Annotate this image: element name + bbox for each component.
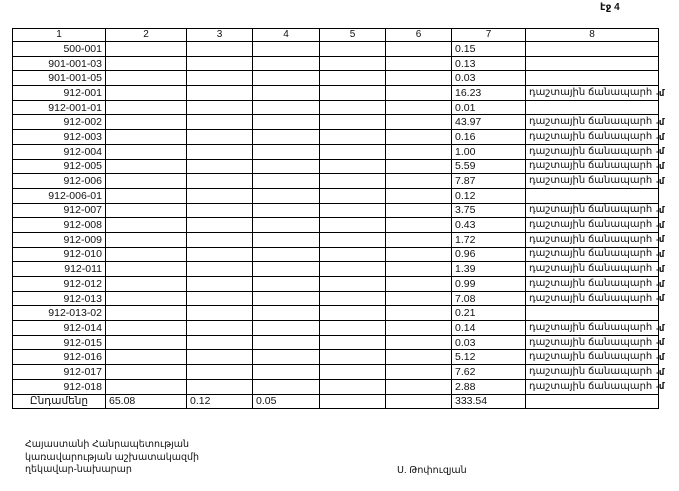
cell-col3	[187, 71, 253, 86]
cell-col2	[106, 130, 187, 145]
cell-col5	[320, 144, 386, 159]
cell-col3	[187, 86, 253, 101]
cell-col6	[386, 56, 452, 71]
cell-col4	[253, 86, 320, 101]
row-margin-mark: -մ	[656, 263, 665, 274]
cell-col5	[320, 71, 386, 86]
cell-col3	[187, 130, 253, 145]
totals-col7: 333.54	[452, 394, 526, 409]
cell-col2	[106, 203, 187, 218]
cell-col4	[253, 130, 320, 145]
cell-land-type: դաշտային ճանապարհ	[526, 277, 659, 292]
cell-land-type: դաշտային ճանապարհ	[526, 365, 659, 380]
cell-land-type: դաշտային ճանապարհ	[526, 144, 659, 159]
cell-land-type	[526, 188, 659, 203]
cell-col6	[386, 247, 452, 262]
row-code: 912-006	[13, 174, 106, 189]
cell-land-type	[526, 306, 659, 321]
row-code: 912-002	[13, 115, 106, 130]
cell-col5	[320, 291, 386, 306]
signature-line-1: Հայաստանի Հանրապետության	[25, 439, 189, 450]
cell-col6	[386, 188, 452, 203]
cell-col6	[386, 218, 452, 233]
row-margin-mark: -մ	[656, 116, 665, 127]
cell-col5	[320, 174, 386, 189]
cell-col6	[386, 262, 452, 277]
cell-land-type: դաշտային ճանապարհ	[526, 247, 659, 262]
row-code: 912-009	[13, 232, 106, 247]
signature-name: Ս. Թոփուզյան	[397, 465, 467, 476]
cell-col3	[187, 159, 253, 174]
cell-land-type: դաշտային ճանապարհ	[526, 174, 659, 189]
row-margin-mark: -մ	[656, 205, 665, 216]
cell-area: 5.12	[452, 350, 526, 365]
cell-land-type: դաշտային ճանապարհ	[526, 218, 659, 233]
cell-col4	[253, 291, 320, 306]
row-code: 912-018	[13, 379, 106, 394]
cell-col4	[253, 365, 320, 380]
cell-col3	[187, 291, 253, 306]
cell-area: 0.12	[452, 188, 526, 203]
row-margin-mark: -մ	[656, 87, 665, 98]
table-row	[13, 71, 659, 86]
cell-col3	[187, 247, 253, 262]
row-code: 912-014	[13, 321, 106, 336]
table-row	[13, 203, 659, 218]
cell-col6	[386, 71, 452, 86]
table-row	[13, 262, 659, 277]
cell-col6	[386, 174, 452, 189]
table-row	[13, 188, 659, 203]
cell-col6	[386, 159, 452, 174]
cell-col4	[253, 247, 320, 262]
table-row	[13, 232, 659, 247]
table-row	[13, 379, 659, 394]
header-cell: 3	[187, 29, 253, 42]
cell-col2	[106, 379, 187, 394]
cell-col2	[106, 56, 187, 71]
cell-land-type: դաշտային ճանապարհ	[526, 335, 659, 350]
cell-col5	[320, 56, 386, 71]
cell-area: 0.03	[452, 335, 526, 350]
table-row	[13, 56, 659, 71]
cell-col2	[106, 291, 187, 306]
row-code: 912-013	[13, 291, 106, 306]
cell-col3	[187, 335, 253, 350]
cell-col4	[253, 262, 320, 277]
cell-col3	[187, 188, 253, 203]
table-row	[13, 335, 659, 350]
cell-col5	[320, 86, 386, 101]
cell-area: 0.21	[452, 306, 526, 321]
cell-area: 7.08	[452, 291, 526, 306]
cell-col2	[106, 277, 187, 292]
row-margin-mark: -մ	[656, 351, 665, 362]
cell-col4	[253, 203, 320, 218]
cell-area: 1.39	[452, 262, 526, 277]
row-code: 912-008	[13, 218, 106, 233]
cell-area: 0.03	[452, 71, 526, 86]
cell-area: 3.75	[452, 203, 526, 218]
cell-col3	[187, 321, 253, 336]
row-code: 912-017	[13, 365, 106, 380]
row-code: 912-007	[13, 203, 106, 218]
cell-col5	[320, 277, 386, 292]
totals-col6	[386, 394, 452, 409]
cell-col3	[187, 306, 253, 321]
page-number: էջ 4	[600, 2, 620, 13]
row-code: 912-001	[13, 86, 106, 101]
row-margin-mark: -մ	[656, 234, 665, 245]
totals-col4: 0.05	[253, 394, 320, 409]
cell-col2	[106, 144, 187, 159]
land-table	[12, 28, 659, 409]
cell-col6	[386, 100, 452, 115]
table-row	[13, 365, 659, 380]
row-code: 912-003	[13, 130, 106, 145]
row-code: 912-004	[13, 144, 106, 159]
cell-col3	[187, 174, 253, 189]
cell-col2	[106, 174, 187, 189]
cell-land-type: դաշտային ճանապարհ	[526, 321, 659, 336]
row-margin-mark: -մ	[656, 249, 665, 260]
row-code: 912-010	[13, 247, 106, 262]
row-margin-mark: -մ	[656, 146, 665, 157]
table-row	[13, 130, 659, 145]
cell-col6	[386, 335, 452, 350]
cell-col2	[106, 218, 187, 233]
cell-col5	[320, 188, 386, 203]
cell-col6	[386, 277, 452, 292]
signature-title	[25, 439, 199, 477]
table-row	[13, 321, 659, 336]
cell-col4	[253, 159, 320, 174]
cell-area: 0.13	[452, 56, 526, 71]
cell-col4	[253, 115, 320, 130]
cell-col2	[106, 159, 187, 174]
cell-land-type: դաշտային ճանապարհ	[526, 130, 659, 145]
totals-col5	[320, 394, 386, 409]
row-code: 912-006-01	[13, 188, 106, 203]
cell-area: 43.97	[452, 115, 526, 130]
row-code: 901-001-03	[13, 56, 106, 71]
row-code: 912-011	[13, 262, 106, 277]
cell-col6	[386, 115, 452, 130]
table-row	[13, 291, 659, 306]
totals-col2: 65.08	[106, 394, 187, 409]
cell-col4	[253, 379, 320, 394]
cell-col3	[187, 115, 253, 130]
cell-col5	[320, 232, 386, 247]
cell-col4	[253, 42, 320, 57]
cell-area: 16.23	[452, 86, 526, 101]
cell-col3	[187, 379, 253, 394]
cell-col6	[386, 42, 452, 57]
cell-col5	[320, 159, 386, 174]
row-code: 912-005	[13, 159, 106, 174]
cell-col3	[187, 350, 253, 365]
header-cell: 7	[452, 29, 526, 42]
table-row	[13, 350, 659, 365]
cell-col2	[106, 42, 187, 57]
row-margin-mark: -մ	[656, 161, 665, 171]
cell-land-type	[526, 71, 659, 86]
cell-col6	[386, 130, 452, 145]
cell-col2	[106, 365, 187, 380]
table-row	[13, 42, 659, 57]
row-margin-mark: -մ	[656, 337, 665, 348]
cell-col3	[187, 144, 253, 159]
cell-col4	[253, 321, 320, 336]
cell-col2	[106, 86, 187, 101]
signature-line-3: ղեկավար-նախարար	[25, 464, 132, 475]
row-code: 500-001	[13, 42, 106, 57]
table-row	[13, 306, 659, 321]
cell-col3	[187, 232, 253, 247]
table-row	[13, 86, 659, 101]
cell-col2	[106, 71, 187, 86]
row-margin-mark: -մ	[656, 278, 665, 289]
table-row	[13, 159, 659, 174]
cell-col2	[106, 350, 187, 365]
cell-col2	[106, 232, 187, 247]
row-code: 912-001-01	[13, 100, 106, 115]
cell-land-type: դաշտային ճանապարհ	[526, 159, 659, 174]
cell-col6	[386, 350, 452, 365]
cell-col6	[386, 379, 452, 394]
cell-col5	[320, 203, 386, 218]
cell-land-type: դաշտային ճանապարհ	[526, 350, 659, 365]
header-cell: 1	[13, 29, 106, 42]
header-cell: 2	[106, 29, 187, 42]
cell-col3	[187, 277, 253, 292]
row-code: 901-001-05	[13, 71, 106, 86]
table-row	[13, 144, 659, 159]
header-cell: 8	[526, 29, 659, 42]
cell-col6	[386, 144, 452, 159]
cell-col6	[386, 203, 452, 218]
table-row	[13, 115, 659, 130]
cell-land-type: դաշտային ճանապարհ	[526, 379, 659, 394]
cell-col5	[320, 379, 386, 394]
cell-col3	[187, 100, 253, 115]
signature-line-2: կառավարության աշխատակազմի	[25, 451, 200, 463]
cell-col2	[106, 188, 187, 203]
cell-col3	[187, 56, 253, 71]
cell-land-type: դաշտային ճանապարհ	[526, 262, 659, 277]
cell-col3	[187, 365, 253, 380]
row-code: 912-015	[13, 335, 106, 350]
cell-col3	[187, 262, 253, 277]
cell-col6	[386, 321, 452, 336]
cell-col2	[106, 306, 187, 321]
cell-area: 0.43	[452, 218, 526, 233]
cell-col6	[386, 365, 452, 380]
cell-col4	[253, 100, 320, 115]
cell-col5	[320, 42, 386, 57]
header-cell: 6	[386, 29, 452, 42]
cell-col4	[253, 350, 320, 365]
cell-col4	[253, 174, 320, 189]
cell-col2	[106, 100, 187, 115]
row-margin-mark: -մ	[656, 381, 665, 392]
row-margin-mark: -մ	[656, 366, 665, 377]
cell-area: 2.88	[452, 379, 526, 394]
cell-col5	[320, 365, 386, 380]
cell-col3	[187, 218, 253, 233]
row-code: 912-012	[13, 277, 106, 292]
cell-col4	[253, 218, 320, 233]
cell-area: 0.96	[452, 247, 526, 262]
totals-label: Ընդամենը	[13, 394, 106, 409]
cell-col5	[320, 335, 386, 350]
cell-col5	[320, 321, 386, 336]
cell-land-type: դաշտային ճանապարհ	[526, 232, 659, 247]
table-row	[13, 100, 659, 115]
cell-area: 7.62	[452, 365, 526, 380]
cell-area: 0.01	[452, 100, 526, 115]
cell-col5	[320, 100, 386, 115]
cell-area: 0.14	[452, 321, 526, 336]
cell-land-type: դաշտային ճանապարհ	[526, 203, 659, 218]
cell-col2	[106, 321, 187, 336]
cell-land-type	[526, 56, 659, 71]
cell-col5	[320, 247, 386, 262]
cell-col5	[320, 262, 386, 277]
cell-col4	[253, 71, 320, 86]
cell-area: 7.87	[452, 174, 526, 189]
cell-land-type	[526, 42, 659, 57]
cell-col6	[386, 86, 452, 101]
cell-area: 1.72	[452, 232, 526, 247]
cell-col2	[106, 335, 187, 350]
cell-area: 0.15	[452, 42, 526, 57]
row-code: 912-013-02	[13, 306, 106, 321]
header-row	[13, 29, 659, 42]
cell-land-type: դաշտային ճանապարհ	[526, 115, 659, 130]
cell-col3	[187, 42, 253, 57]
cell-area: 0.16	[452, 130, 526, 145]
cell-col4	[253, 306, 320, 321]
cell-col6	[386, 291, 452, 306]
cell-col4	[253, 144, 320, 159]
cell-land-type	[526, 100, 659, 115]
table-row	[13, 218, 659, 233]
row-margin-mark: -մ	[656, 131, 665, 142]
cell-area: 0.99	[452, 277, 526, 292]
cell-area: 5.59	[452, 159, 526, 174]
cell-col5	[320, 115, 386, 130]
table-row	[13, 247, 659, 262]
cell-col4	[253, 188, 320, 203]
row-margin-mark: -մ	[656, 293, 665, 304]
cell-col5	[320, 306, 386, 321]
cell-land-type: դաշտային ճանապարհ	[526, 86, 659, 101]
row-code: 912-016	[13, 350, 106, 365]
totals-col3: 0.12	[187, 394, 253, 409]
table-row	[13, 174, 659, 189]
cell-col6	[386, 232, 452, 247]
cell-col4	[253, 56, 320, 71]
row-margin-mark: -մ	[656, 175, 665, 186]
table-row	[13, 277, 659, 292]
cell-area: 1.00	[452, 144, 526, 159]
header-cell: 5	[320, 29, 386, 42]
cell-col2	[106, 247, 187, 262]
totals-row	[13, 394, 659, 409]
cell-land-type: դաշտային ճանապարհ	[526, 291, 659, 306]
cell-col2	[106, 115, 187, 130]
row-margin-mark: -մ	[656, 219, 665, 230]
header-cell: 4	[253, 29, 320, 42]
cell-col5	[320, 218, 386, 233]
cell-col6	[386, 306, 452, 321]
cell-col4	[253, 277, 320, 292]
cell-col4	[253, 335, 320, 350]
totals-col8	[526, 394, 659, 409]
cell-col4	[253, 232, 320, 247]
cell-col2	[106, 262, 187, 277]
row-margin-mark: -մ	[656, 322, 665, 333]
cell-col5	[320, 130, 386, 145]
cell-col3	[187, 203, 253, 218]
cell-col5	[320, 350, 386, 365]
